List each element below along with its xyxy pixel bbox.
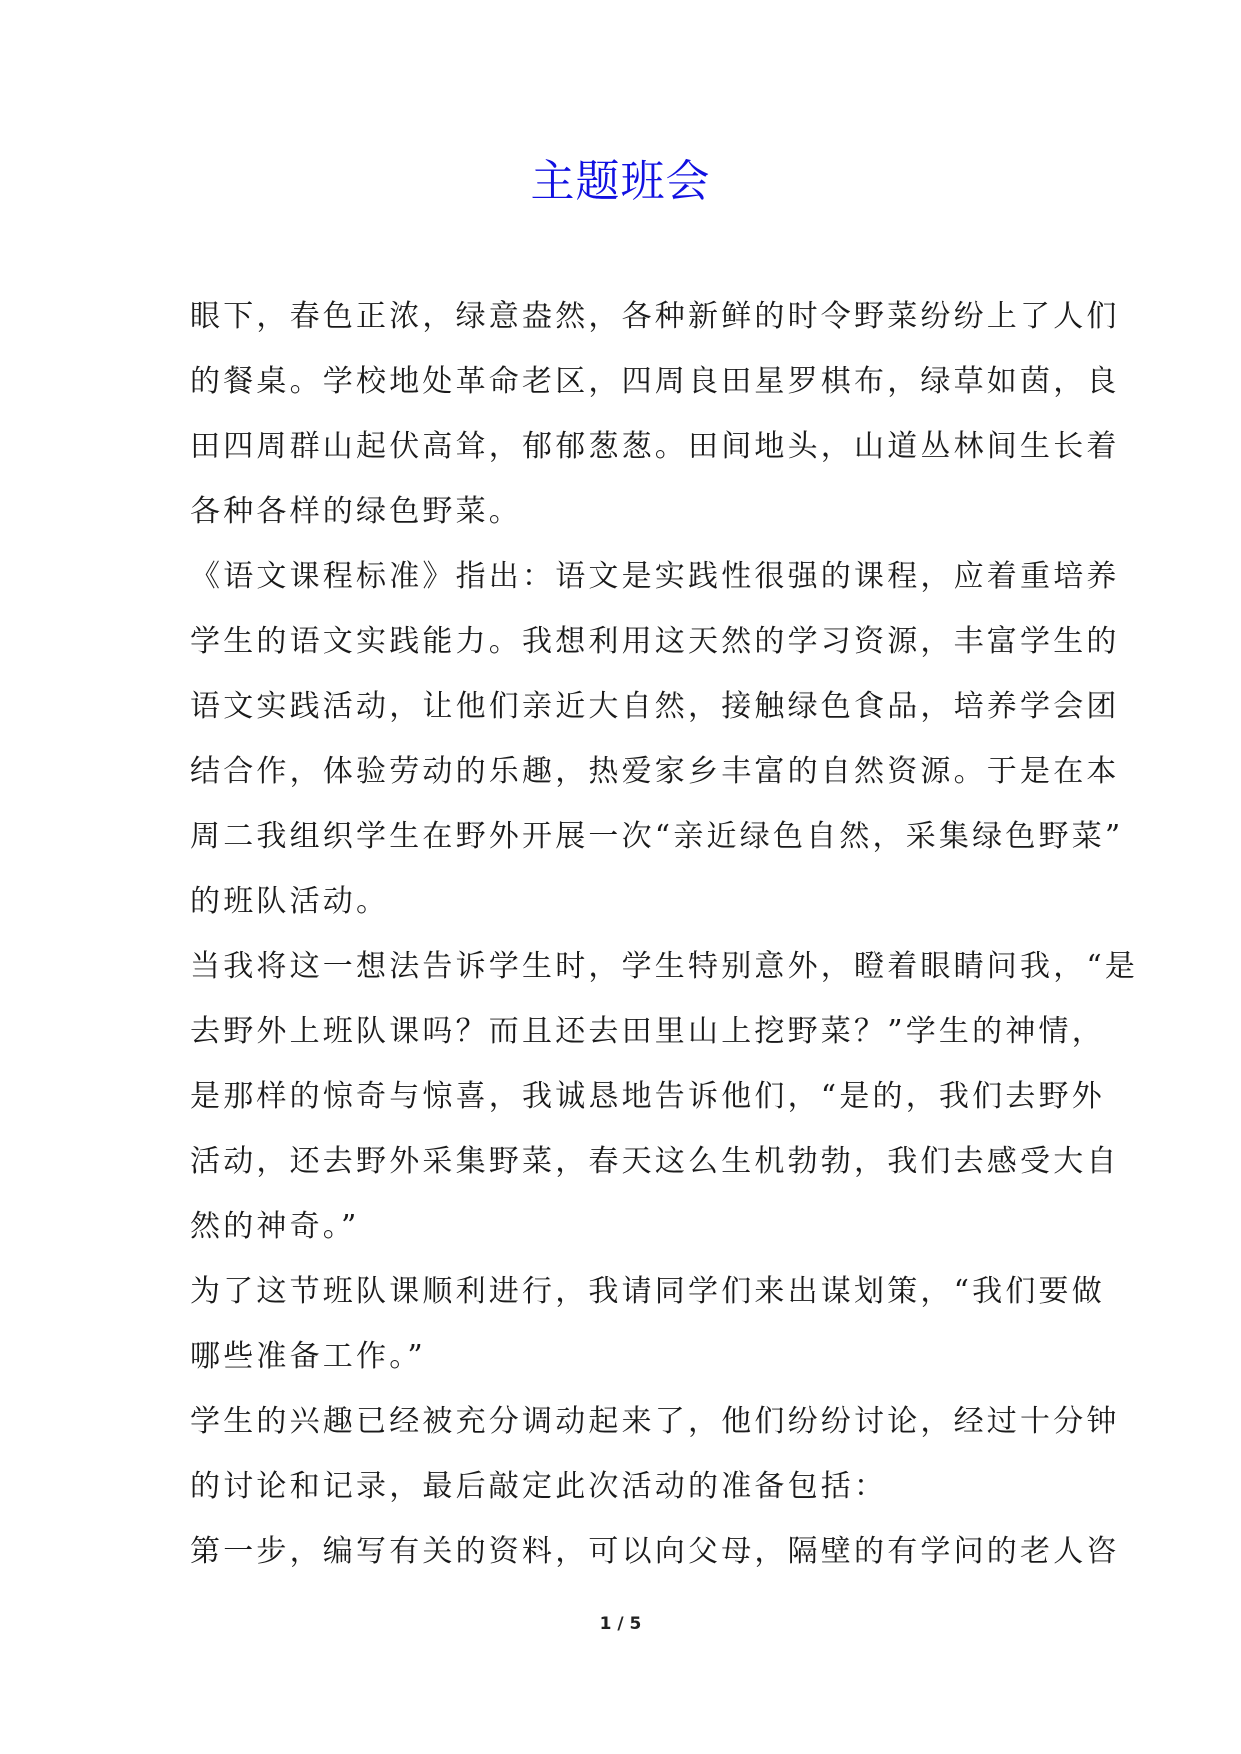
text-line: 当我将这一想法告诉学生时，学生特别意外，瞪着眼睛问我，“是 xyxy=(190,949,1139,984)
text-line: 活动，还去野外采集野菜，春天这么生机勃勃，我们去感受大自 xyxy=(190,1144,1120,1179)
text-line: 的讨论和记录，最后敲定此次活动的准备包括： xyxy=(190,1469,888,1504)
text-line: 各种各样的绿色野菜。 xyxy=(190,494,522,529)
text-line: 的餐桌。学校地处革命老区，四周良田星罗棋布，绿草如茵，良 xyxy=(190,364,1120,399)
text-line: 学生的兴趣已经被充分调动起来了，他们纷纷讨论，经过十分钟 xyxy=(190,1404,1120,1439)
document-title: 主题班会 xyxy=(530,156,711,207)
text-line: 第一步，编写有关的资料，可以向父母，隔壁的有学问的老人咨 xyxy=(190,1534,1120,1569)
text-line: 《语文课程标准》指出：语文是实践性很强的课程，应着重培养 xyxy=(190,559,1120,594)
text-line: 语文实践活动，让他们亲近大自然，接触绿色食品，培养学会团 xyxy=(190,689,1120,724)
text-line: 田四周群山起伏高耸，郁郁葱葱。田间地头，山道丛林间生长着 xyxy=(190,429,1120,464)
text-line: 是那样的惊奇与惊喜，我诚恳地告诉他们，“是的，我们去野外 xyxy=(190,1079,1105,1114)
document-body xyxy=(190,284,1139,1584)
text-line: 哪些准备工作。” xyxy=(190,1339,426,1374)
text-line: 学生的语文实践能力。我想利用这天然的学习资源，丰富学生的 xyxy=(190,624,1120,659)
text-line: 结合作，体验劳动的乐趣，热爱家乡丰富的自然资源。于是在本 xyxy=(190,754,1120,789)
text-line: 去野外上班队课吗？而且还去田里山上挖野菜？”学生的神情， xyxy=(190,1014,1105,1049)
text-line: 周二我组织学生在野外开展一次“亲近绿色自然，采集绿色野菜” xyxy=(190,819,1124,854)
text-line: 然的神奇。” xyxy=(190,1209,360,1244)
text-line: 的班队活动。 xyxy=(190,884,390,919)
page-number: 1 / 5 xyxy=(599,1614,642,1634)
text-line: 为了这节班队课顺利进行，我请同学们来出谋划策，“我们要做 xyxy=(190,1274,1105,1309)
text-line: 眼下，春色正浓，绿意盎然，各种新鲜的时令野菜纷纷上了人们 xyxy=(190,299,1120,334)
